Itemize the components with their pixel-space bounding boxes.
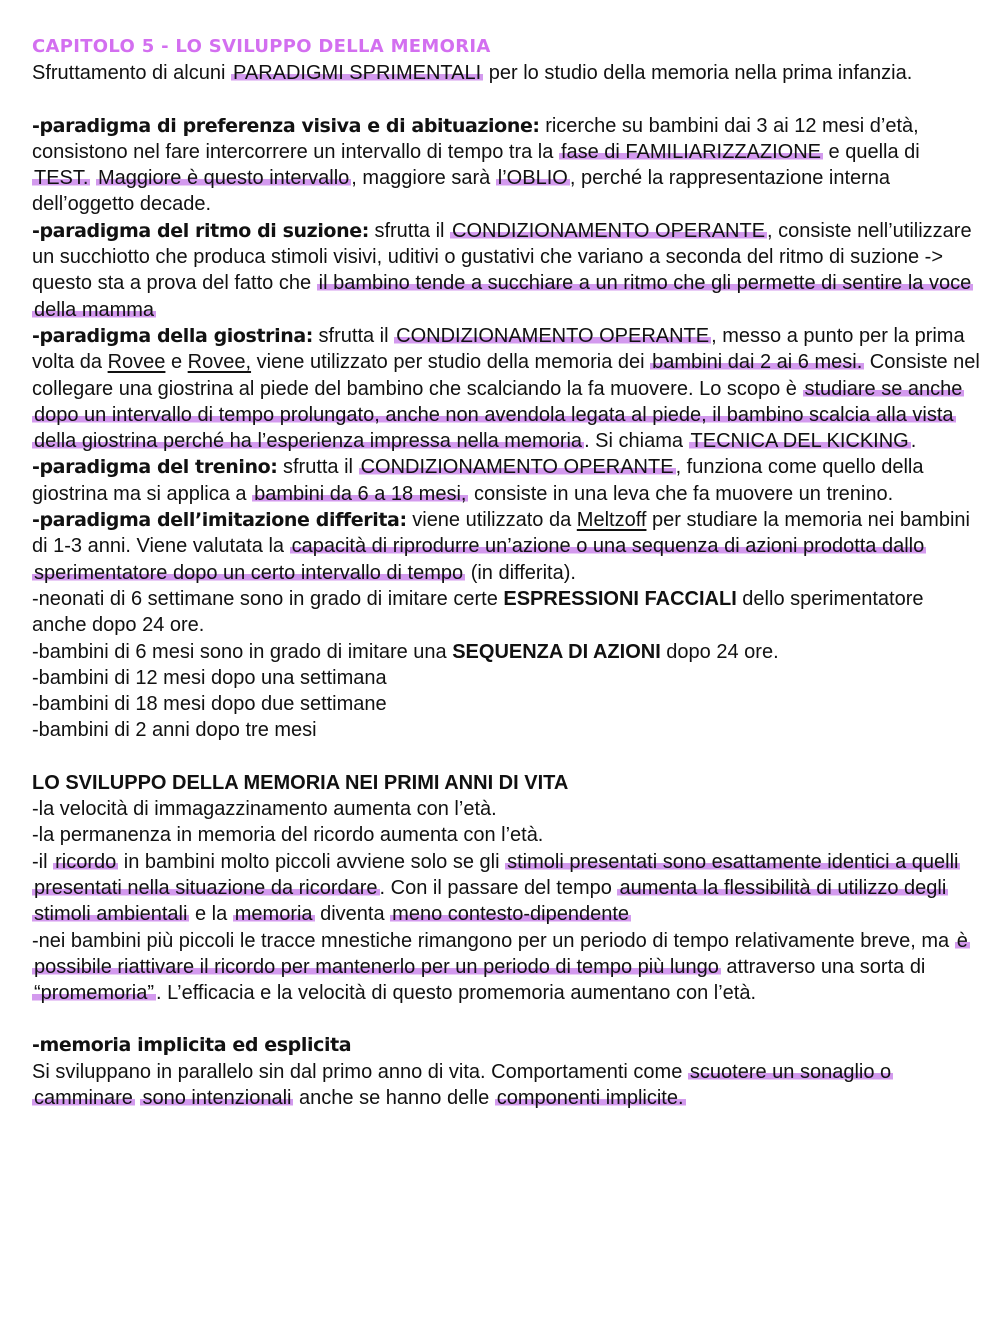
text: (in differita).: [465, 561, 576, 584]
section-heading: LO SVILUPPO DELLA MEMORIA NEI PRIMI ANNI DI VITA: [32, 771, 569, 794]
list-item: [32, 928, 982, 1007]
paradigm-heading: -paradigma della giostrina:: [32, 324, 313, 347]
highlight: TECNICA DEL KICKING: [690, 430, 909, 453]
text: , messo a punto per la prima volta da: [32, 324, 965, 374]
highlight: CONDIZIONAMENTO OPERANTE: [452, 219, 766, 242]
text: consiste in una leva che fa muovere un trenino.: [468, 482, 894, 505]
text: -bambini di 18 mesi dopo due settimane: [32, 693, 387, 716]
text: in bambini molto piccoli avviene solo se gli: [118, 850, 506, 873]
text: e quella di: [823, 140, 920, 163]
text: diventa: [314, 903, 391, 926]
highlight: aumenta la flessibilità di utilizzo degli stimoli ambientali: [34, 876, 947, 926]
text: ricerche su bambini dai 3 ai 12 mesi d’età, consistono nel fare intercorrere un intervallo di tempo tra la: [32, 114, 919, 163]
paradigm-sucking-rhythm: [32, 218, 982, 323]
highlight: memoria: [234, 903, 313, 926]
highlight: “promemoria”: [34, 982, 155, 1005]
list-item: [32, 849, 982, 928]
text: -bambini di 2 anni dopo tre mesi: [32, 719, 317, 742]
highlight: CONDIZIONAMENTO OPERANTE: [360, 456, 674, 479]
highlight: capacità di riprodurre un’azione o una sequenza di azioni prodotta dallo sperimentatore dopo un certo intervallo di tempo: [34, 535, 925, 584]
text: dopo 24 ore.: [660, 640, 779, 663]
text: -il: [32, 850, 54, 873]
paradigm-heading: -paradigma del trenino:: [32, 456, 278, 479]
implicit-explicit-paragraph: [32, 1059, 982, 1112]
text: Si sviluppano in parallelo sin dal primo anno di vita. Comportamenti come: [32, 1060, 688, 1083]
highlight: componenti implicite.: [496, 1086, 684, 1109]
spacer: [32, 744, 982, 770]
paradigm-mobile: [32, 323, 982, 454]
notes-page: [32, 34, 982, 1111]
highlight: l’OBLIO: [497, 167, 568, 190]
text: -bambini di 12 mesi dopo una settimana: [32, 666, 387, 689]
text: , consiste nell’utilizzare un succhiotto che produca stimoli visivi, uditivi o gustativi che variano a seconda del ritmo di suzione -> questo sta a prova del fatto che: [32, 219, 972, 295]
text: . Con il passare del tempo: [379, 876, 618, 899]
text: anche se hanno delle: [293, 1086, 495, 1109]
list-item: [32, 691, 982, 717]
highlight: Maggiore è questo intervallo: [98, 167, 350, 190]
text: viene utilizzato per studio della memoria dei: [251, 351, 651, 374]
spacer: [32, 87, 982, 113]
bold-text: SEQUENZA DI AZIONI: [452, 640, 661, 663]
list-item: [32, 639, 982, 665]
highlight: stimoli presentati sono esattamente identici a quelli presentati nella situazione da ricordare: [34, 850, 959, 899]
underlined-name: Rovee: [107, 351, 166, 374]
text: -neonati di 6 settimane sono in grado di imitare certe: [32, 587, 504, 610]
paradigm-heading: -paradigma del ritmo di suzione:: [32, 219, 369, 242]
text: -nei bambini più piccoli le tracce mnestiche rimangono per un periodo di tempo relativamente breve, ma: [32, 929, 955, 952]
highlight: meno contesto-dipendente: [392, 903, 629, 926]
paradigm-heading: -paradigma di preferenza visiva e di abituazione:: [32, 114, 540, 137]
intro-paragraph: [32, 60, 982, 86]
paradigm-visual-preference: [32, 113, 982, 218]
text: per studiare la memoria nei bambini di 1-3 anni. Viene valutata la: [32, 509, 970, 558]
highlight: TEST.: [34, 167, 89, 190]
text: sfrutta il: [277, 456, 359, 479]
text: dello sperimentatore anche dopo 24 ore.: [32, 587, 924, 637]
text: e: [165, 351, 188, 374]
list-item: [32, 586, 982, 639]
highlight: PARADIGMI SPRIMENTALI: [233, 62, 482, 85]
text: viene utilizzato da: [406, 509, 577, 532]
highlight: ricordo: [55, 850, 117, 873]
paradigm-train: [32, 454, 982, 507]
list-item: [32, 665, 982, 691]
highlight: bambini dai 2 ai 6 mesi.: [652, 351, 863, 374]
text: . L’efficacia e la velocità di questo promemoria aumentano con l’età.: [156, 982, 757, 1005]
highlight: CONDIZIONAMENTO OPERANTE: [396, 324, 710, 347]
text: . Si chiama: [584, 430, 689, 453]
underlined-name: Meltzoff: [576, 509, 647, 532]
highlight: bambini da 6 a 18 mesi,: [254, 482, 467, 505]
bold-text: ESPRESSIONI FACCIALI: [503, 587, 737, 610]
text: e la: [189, 903, 233, 926]
highlight: il bambino tende a succhiare a un ritmo che gli permette di sentire la voce della mamma: [34, 272, 972, 321]
text: , perché la rappresentazione interna dell’oggetto decade.: [32, 167, 891, 216]
underlined-name: Rovee,: [187, 351, 252, 374]
spacer: [32, 1006, 982, 1032]
paradigm-heading: -paradigma dell’imitazione differita:: [32, 509, 407, 532]
text: attraverso una sorta di: [720, 955, 926, 978]
list-item: -la permanenza in memoria del ricordo aumenta con l’età.: [32, 824, 544, 847]
section-heading-implicit-explicit: -memoria implicita ed esplicita: [32, 1034, 352, 1057]
intro-text: Sfruttamento di alcuni: [32, 62, 231, 85]
text: -bambini di 6 mesi sono in grado di imitare una: [32, 640, 453, 663]
text: sfrutta il: [312, 324, 395, 347]
highlight: fase di FAMILIARIZZAZIONE: [560, 140, 821, 163]
text: Consiste nel collegare una giostrina al piede del bambino che scalciando la fa muovere. Lo scopo è: [32, 351, 980, 400]
text: , funziona come quello della giostrina ma si applica a: [32, 456, 924, 505]
chapter-title: CAPITOLO 5 - LO SVILUPPO DELLA MEMORIA: [32, 36, 491, 57]
highlight: sono intenzionali: [142, 1086, 292, 1109]
text: .: [910, 430, 917, 453]
intro-text-end: per lo studio della memoria nella prima infanzia.: [483, 62, 913, 85]
highlight: è possibile riattivare il ricordo per mantenerlo per un periodo di tempo più lungo: [34, 929, 968, 978]
text: sfrutta il: [368, 219, 451, 242]
highlight: scuotere un sonaglio o camminare: [34, 1060, 892, 1109]
text: , maggiore sarà: [351, 167, 496, 190]
list-item: -la velocità di immagazzinamento aumenta con l’età.: [32, 798, 497, 821]
list-item: [32, 717, 982, 743]
highlight: studiare se anche dopo un intervallo di tempo prolungato, anche non avendola legata al piede, il bambino scalcia alla vista della giostrina perché ha l’esperienza impressa nella memoria: [34, 377, 963, 453]
paradigm-deferred-imitation: [32, 507, 982, 586]
